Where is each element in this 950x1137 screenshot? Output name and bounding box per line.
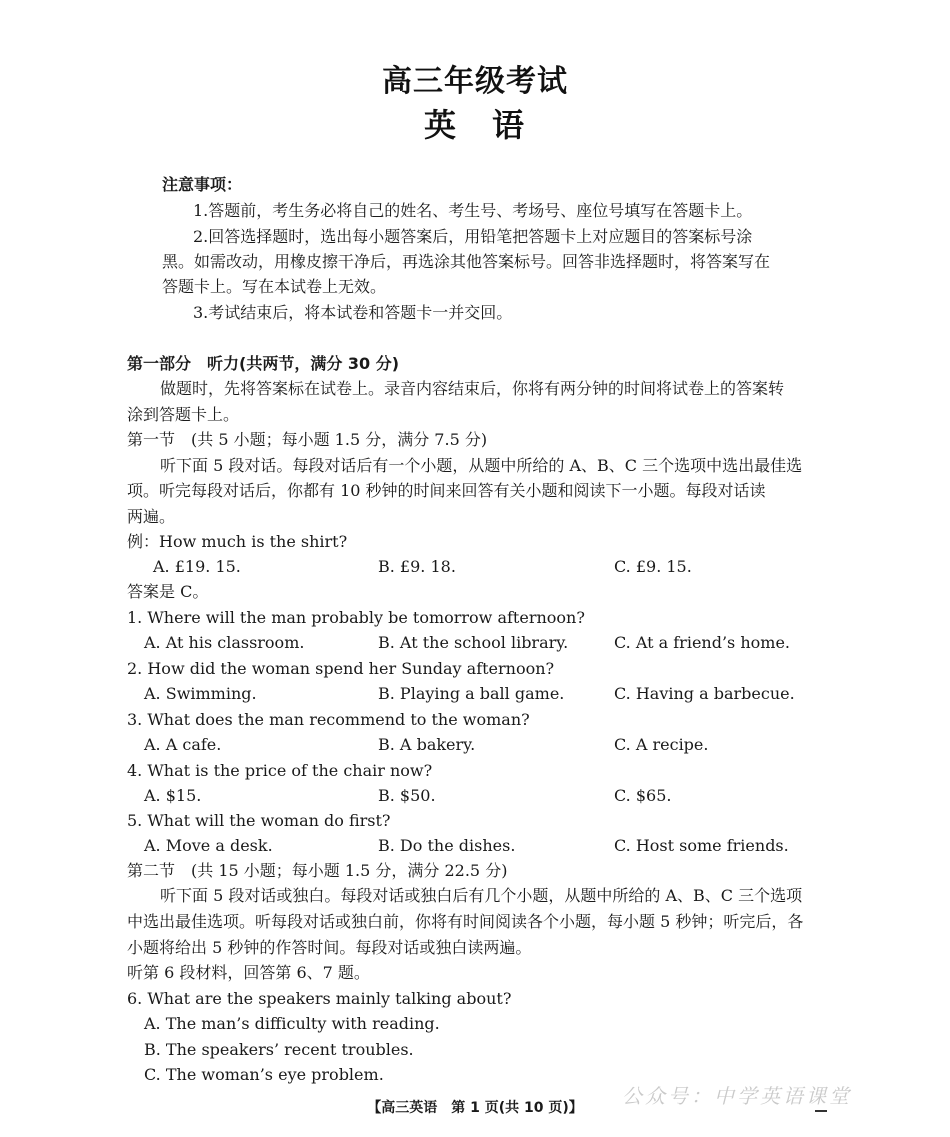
question-6: 6. What are the speakers mainly talking about? — [127, 989, 512, 1008]
notice-item-2-line-3: 答题卡上。写在本试卷上无效。 — [162, 277, 387, 296]
question-1-option-c: C. At a friend’s home. — [614, 633, 791, 652]
footer-dash — [815, 1110, 827, 1112]
question-5-option-b: B. Do the dishes. — [378, 836, 516, 855]
question-2-option-a: A. Swimming. — [144, 684, 257, 703]
question-4-option-b: B. $50. — [378, 786, 436, 805]
question-6-option-a: A. The man’s difficulty with reading. — [144, 1014, 440, 1033]
question-4-option-c: C. $65. — [614, 786, 672, 805]
question-4-option-a: A. $15. — [144, 786, 202, 805]
section1-heading: 第一节 (共 5 小题；每小题 1.5 分，满分 7.5 分) — [127, 430, 488, 449]
example-option-c: C. £9. 15. — [614, 557, 692, 576]
question-3-option-a: A. A cafe. — [144, 735, 222, 754]
material-6-instruction: 听第 6 段材料，回答第 6、7 题。 — [127, 963, 370, 982]
section1-line-3: 两遍。 — [127, 507, 176, 526]
section1-line-1: 听下面 5 段对话。每段对话后有一个小题，从题中所给的 A、B、C 三个选项中选出最佳选 — [160, 456, 803, 475]
question-1: 1. Where will the man probably be tomorrow afternoon? — [127, 608, 585, 627]
question-2-option-b: B. Playing a ball game. — [378, 684, 565, 703]
section2-heading: 第二节 (共 15 小题；每小题 1.5 分，满分 22.5 分) — [127, 861, 508, 880]
notice-item-1: 1.答题前，考生务必将自己的姓名、考生号、考场号、座位号填写在答题卡上。 — [193, 201, 753, 220]
section2-line-1: 听下面 5 段对话或独白。每段对话或独白后有几个小题，从题中所给的 A、B、C 三个选项 — [160, 886, 803, 905]
example-answer: 答案是 C。 — [127, 582, 209, 601]
section2-line-2: 中选出最佳选项。听每段对话或独白前，你将有时间阅读各个小题，每小题 5 秒钟；听完后，各 — [127, 912, 804, 931]
example-option-a: A. £19. 15. — [153, 557, 241, 576]
question-2-option-c: C. Having a barbecue. — [614, 684, 795, 703]
part1-intro-line-2: 涂到答题卡上。 — [127, 405, 240, 424]
question-3-option-c: C. A recipe. — [614, 735, 709, 754]
example-option-b: B. £9. 18. — [378, 557, 456, 576]
watermark: 公众号：中学英语课堂 — [622, 1084, 852, 1108]
subject-title: 英 语 — [423, 106, 526, 144]
notice-heading: 注意事项： — [162, 175, 243, 194]
part1-heading: 第一部分 听力(共两节，满分 30 分) — [127, 354, 400, 373]
exam-title: 高三年级考试 — [382, 64, 568, 99]
question-1-option-b: B. At the school library. — [378, 633, 569, 652]
question-6-option-b: B. The speakers’ recent troubles. — [144, 1040, 414, 1059]
question-3: 3. What does the man recommend to the woman? — [127, 710, 530, 729]
section2-line-3: 小题将给出 5 秒钟的作答时间。每段对话或独白读两遍。 — [127, 938, 532, 957]
notice-item-2-line-1: 2.回答选择题时，选出每小题答案后，用铅笔把答题卡上对应题目的答案标号涂 — [193, 227, 753, 246]
question-4: 4. What is the price of the chair now? — [127, 761, 433, 780]
question-3-option-b: B. A bakery. — [378, 735, 476, 754]
question-5: 5. What will the woman do first? — [127, 811, 391, 830]
question-6-option-c: C. The woman’s eye problem. — [144, 1065, 384, 1084]
question-5-option-c: C. Host some friends. — [614, 836, 789, 855]
page-footer: 【高三英语 第 1 页(共 10 页)】 — [367, 1100, 583, 1116]
part1-intro-line-1: 做题时，先将答案标在试卷上。录音内容结束后，你将有两分钟的时间将试卷上的答案转 — [160, 379, 785, 398]
question-5-option-a: A. Move a desk. — [144, 836, 273, 855]
question-2: 2. How did the woman spend her Sunday afternoon? — [127, 659, 555, 678]
example-question: 例：How much is the shirt? — [127, 532, 348, 551]
question-1-option-a: A. At his classroom. — [144, 633, 305, 652]
section1-line-2: 项。听完每段对话后，你都有 10 秒钟的时间来回答有关小题和阅读下一小题。每段对话读 — [127, 481, 766, 500]
notice-item-2-line-2: 黑。如需改动，用橡皮擦干净后，再选涂其他答案标号。回答非选择题时，将答案写在 — [162, 252, 771, 271]
notice-item-3: 3.考试结束后，将本试卷和答题卡一并交回。 — [193, 303, 513, 322]
